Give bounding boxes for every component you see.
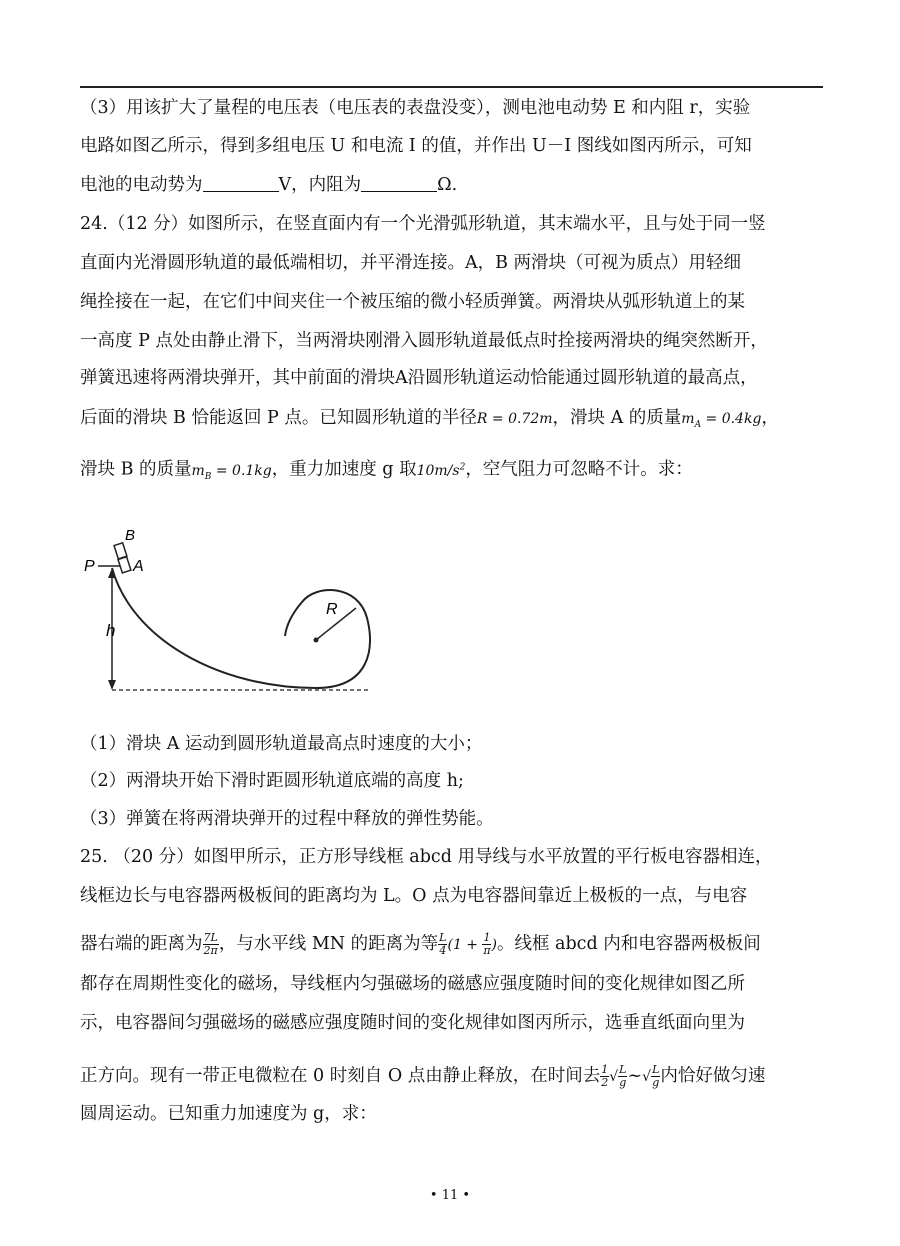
q23-line-2: 电路如图乙所示，得到多组电压 U 和电流 I 的值，并作出 U－I 图线如图丙所示，可知 xyxy=(80,136,752,156)
block-a xyxy=(118,557,131,573)
label-h: h xyxy=(106,621,116,640)
gravity-formula: $10m/s^2$ xyxy=(416,462,466,479)
sqrt-l-g-2: $\frac{L}{g}$ xyxy=(652,1063,660,1089)
q25-line-7: 圆周运动。已知重力加速度为 g，求： xyxy=(80,1104,377,1124)
q25-line-1: 25. （20 分）如图甲所示，正方形导线框 abcd 用导线与水平放置的平行板电容器相连， xyxy=(80,847,773,867)
q24-line-6: 后面的滑块 B 恰能返回 P 点。已知圆形轨道的半径R = 0.72m，滑块 A 的质量$m_A = 0.4kg$， xyxy=(80,408,779,430)
height-arrow-top xyxy=(108,568,116,578)
q23-line-3: 电池的电动势为 V，内阻为 Ω. xyxy=(80,175,458,195)
q24-line-2: 直面内光滑圆形轨道的最低端相切，并平滑连接。A，B 两滑块（可视为质点）用轻细 xyxy=(80,253,742,273)
q24-line-1: 24.（12 分）如图所示，在竖直面内有一个光滑弧形轨道，其末端水平，且与处于同一竖 xyxy=(80,214,766,234)
block-b xyxy=(114,543,127,559)
q23-line-1: （3）用该扩大了量程的电压表（电压表的表盘没变），测电池电动势 E 和内阻 r，实验 xyxy=(80,98,751,118)
label-b: B xyxy=(125,527,136,544)
q24-line-4: 一高度 P 点处由静止滑下，当两滑块刚滑入圆形轨道最低点时拴接两滑块的绳突然断开， xyxy=(80,331,768,351)
track-figure xyxy=(80,520,400,705)
radius-formula: R = 0.72m xyxy=(476,411,553,427)
fraction-l-4: $\frac{L}{4}$ xyxy=(439,931,447,957)
sqrt-l-g-1: $\frac{L}{g}$ xyxy=(619,1063,627,1089)
q24-line-3: 绳拴接在一起，在它们中间夹住一个被压缩的微小轻质弹簧。两滑块从弧形轨道上的某 xyxy=(80,292,745,312)
q24-sub-3: （3）弹簧在将两滑块弹开的过程中释放的弹性势能。 xyxy=(80,809,494,829)
arc-track xyxy=(112,568,316,688)
q24-line-7: 滑块 B 的质量$m_B = 0.1kg$，重力加速度 g 取$10m/s^2$，空气阻力可忽略不计。求： xyxy=(80,459,693,482)
mass-b-formula: $m_B = 0.1kg$ xyxy=(191,462,272,482)
label-p: P xyxy=(84,558,95,575)
height-arrow-bottom xyxy=(108,680,116,690)
q25-line-4: 都存在周期性变化的磁场，导线框内匀强磁场的磁感应强度随时间的变化规律如图乙所 xyxy=(80,974,745,994)
resistance-blank xyxy=(361,175,437,192)
q24-line-5: 弹簧迅速将两滑块弹开，其中前面的滑块A沿圆形轨道运动恰能通过圆形轨道的最高点， xyxy=(80,368,758,388)
emf-blank xyxy=(203,175,279,192)
label-r: R xyxy=(326,601,338,618)
label-a: A xyxy=(133,558,144,575)
mass-a-formula: $m_A = 0.4kg$ xyxy=(681,411,762,430)
q24-sub-1: （1）滑块 A 运动到圆形轨道最高点时速度的大小； xyxy=(80,734,483,754)
fraction-7l-2pi: $\frac{7L}{2\pi}$ xyxy=(203,931,218,957)
fraction-half: $\frac{1}{2}$ xyxy=(601,1063,609,1089)
q25-line-6: 正方向。现有一带正电微粒在 0 时刻自 O 点由静止释放，在时间去 $\frac{1}{2}$ √ $\frac{L}{g}$ ~√ $\frac{L}{g}$ 内恰好做匀速 xyxy=(80,1063,766,1089)
top-rule xyxy=(80,86,823,88)
q25-line-2: 线框边长与电容器两极板间的距离均为 L。O 点为电容器间靠近上极板的一点，与电容 xyxy=(80,886,748,906)
q24-sub-2: （2）两滑块开始下滑时距圆形轨道底端的高度 h; xyxy=(80,771,464,791)
page-number: • 11 • xyxy=(429,1188,471,1203)
q25-line-3: 器右端的距离为 $\frac{7L}{2\pi}$ ，与水平线 MN 的距离为等 $\frac{L}{4}$ (1 + $\frac{1}{\pi}$ )。线框 abcd 内和电容器两极板间 xyxy=(80,931,761,957)
fraction-1-pi: $\frac{1}{\pi}$ xyxy=(483,931,491,957)
q25-line-5: 示，电容器间匀强磁场的磁感应强度随时间的变化规律如图丙所示，选垂直纸面向里为 xyxy=(80,1013,745,1033)
